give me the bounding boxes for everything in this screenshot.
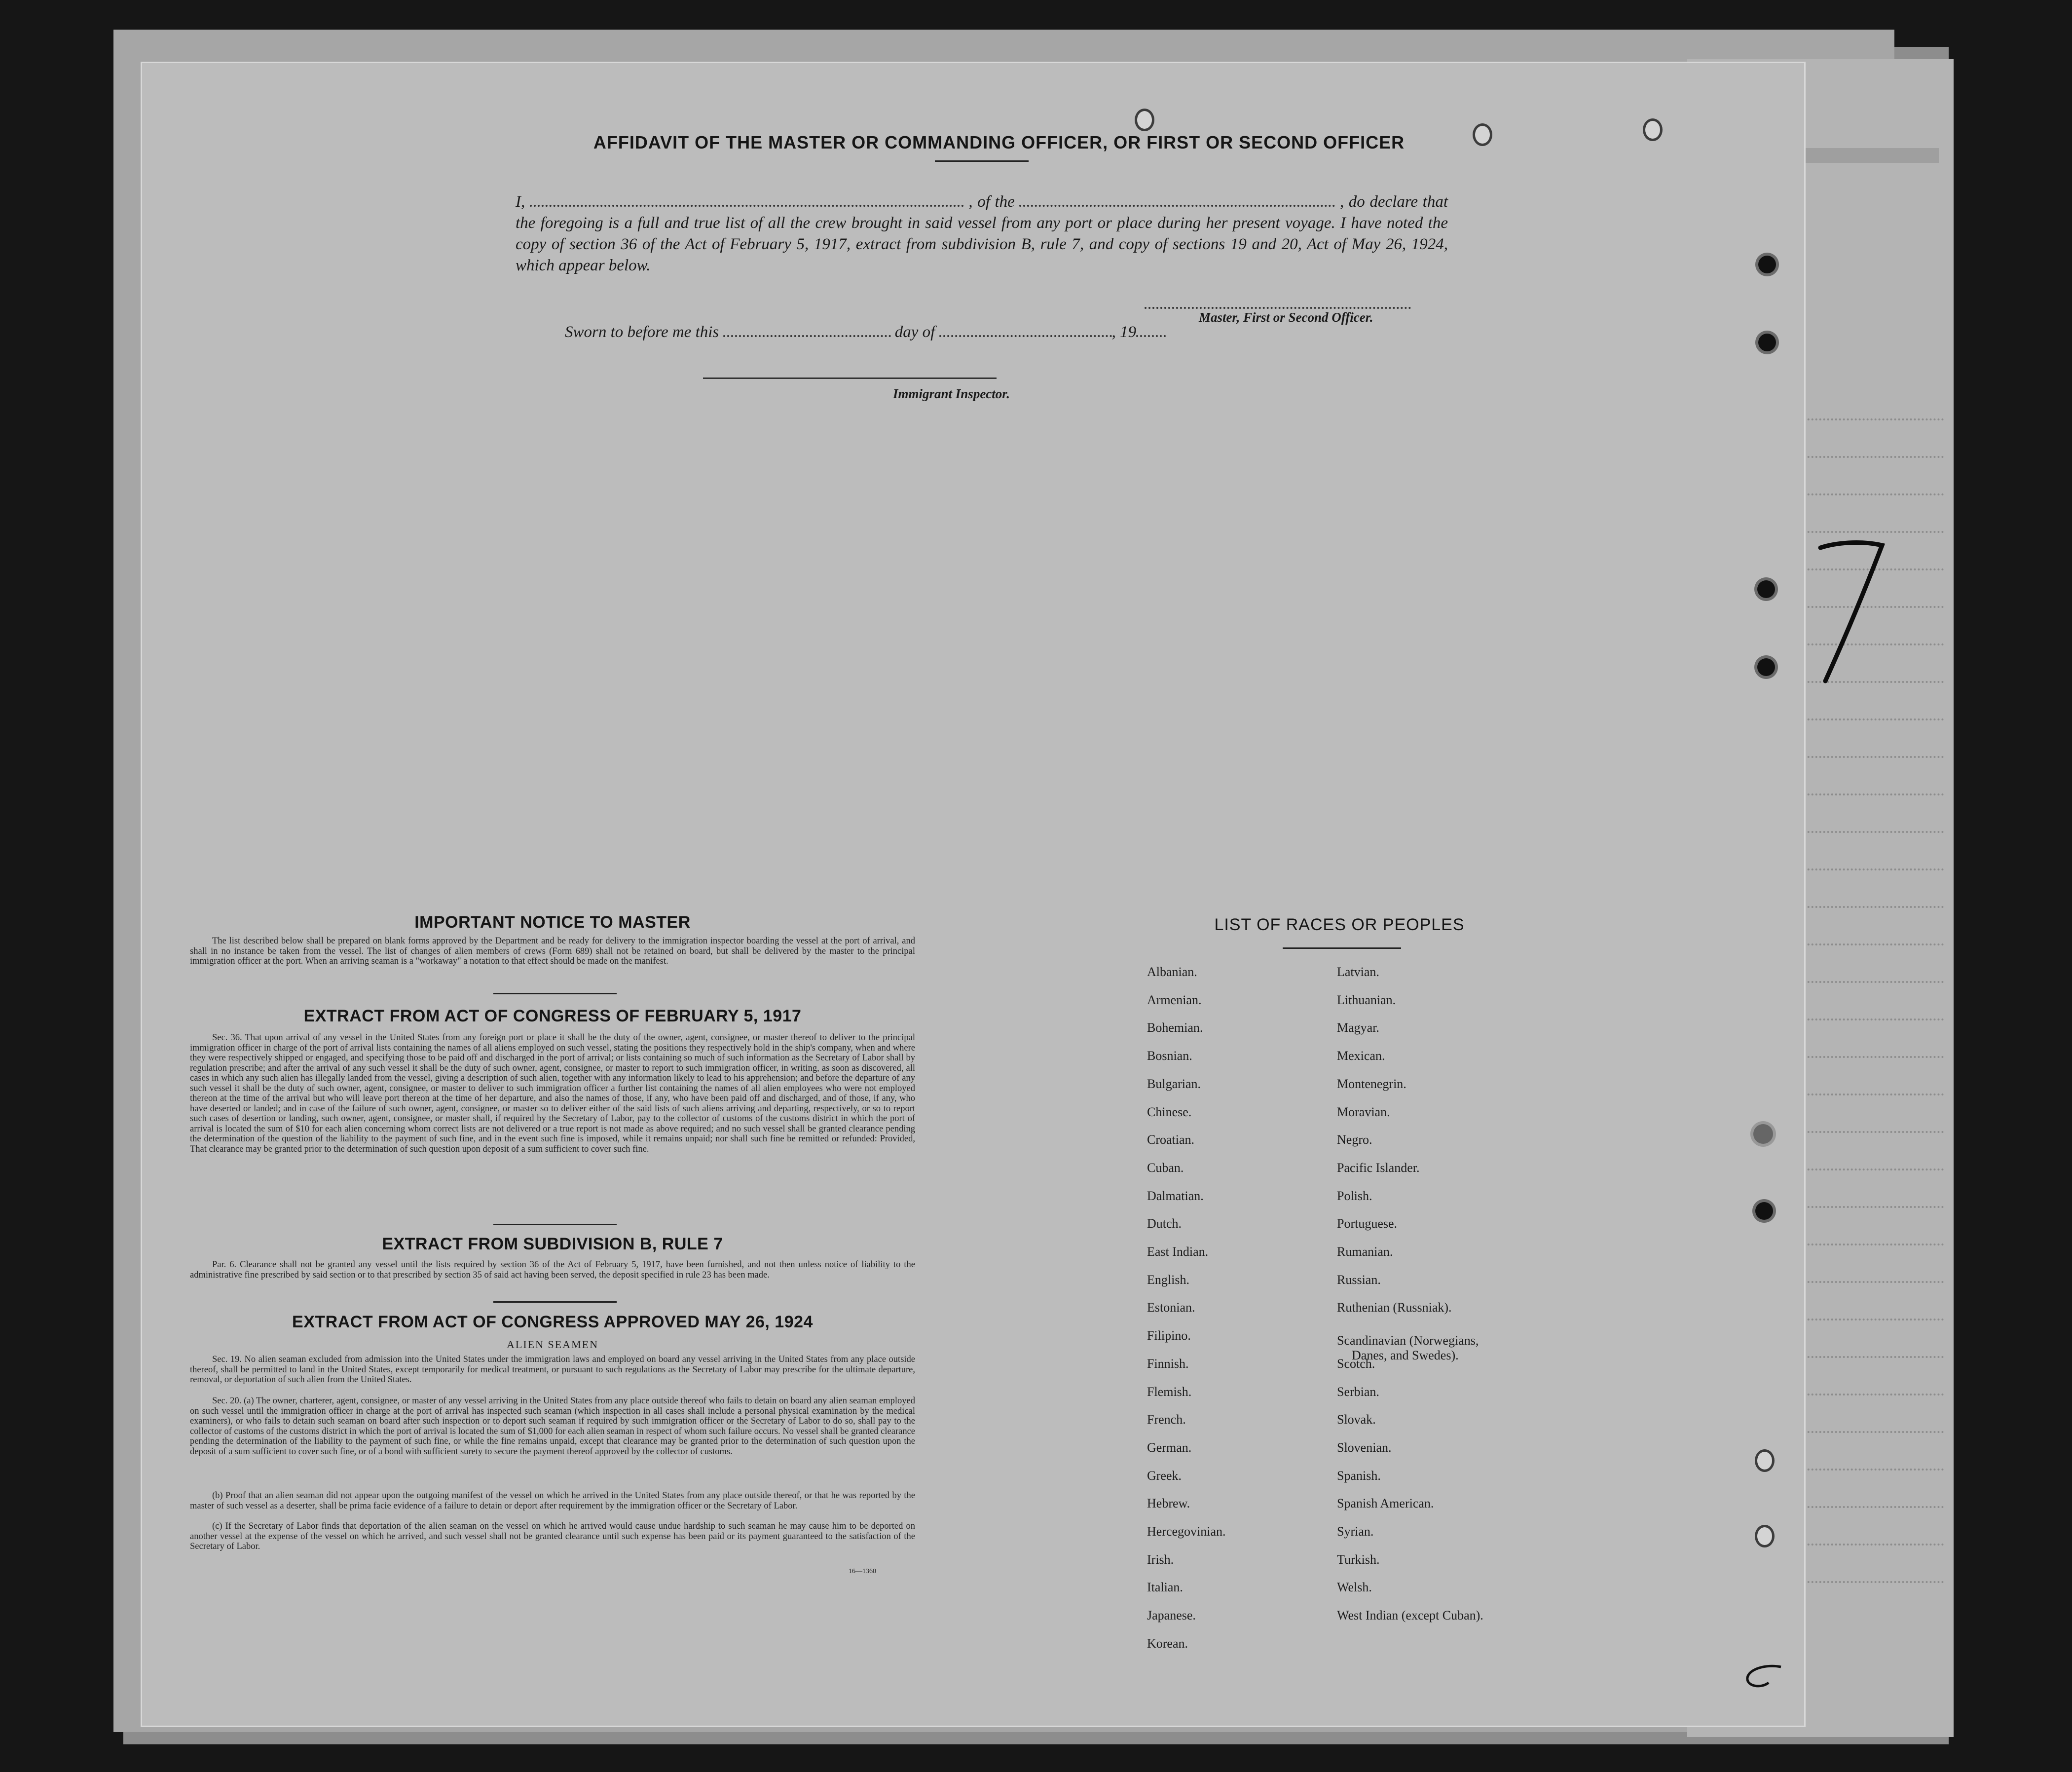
extract-1917-text: Sec. 36. That upon arrival of any vessel in the United States from any foreign port or place it shall be the duty of the owner, agent, consignee, or master thereof to deliver to the principal immigration officer in charge of the port of arrival lists containing the names of all aliens employed on such vessel, stating the positions they respectively hold in the ship's company, when and where they were respectively shipped or engaged, and specifying those to be paid off and discharged in the port of arrival; or lists containing so much of such information as the Secretary of Labor shall by regulation prescribe; and after the arrival of any such vessel it shall be the duty of such owner, agent, consignee, or master to report to such immigration officer, in writing, as soon as discovered, all cases in which any such alien has illegally landed from the vessel, giving a description of such alien, together with any information likely to lead to his apprehension; and before the departure of any such vessel it shall be the duty of such owner, agent, consignee, or master to deliver to such immigration officer a further list containing the names of all alien employees who were not employed thereon at the time of the arrival but who will leave port thereon at the time of her departure, and also the names of those, if any, who have been paid off and discharged, and of those, if any, who have deserted or landed; and in case of the failure of such owner, agent, consignee, or master so to deliver either of the said lists of such aliens arriving and departing, respectively, or so to report such cases of desertion or landing, such owner, agent, consignee, or master shall, if required by the Secretary of Labor, pay to the collector of customs of the customs district in which the port of arrival is located the sum of $10 for each alien concerning whom correct lists are not delivered or a true report is not made as above required; and no such vessel shall be granted clearance pending the determination of the question of the liability to the payment of such fine, and in the event such fine is imposed, while it remains unpaid; nor shall such fine be remitted or refunded: Provided, That clearance may be granted prior to the determination of such question upon deposit of a sum sufficient to cover such fine. bbox=[190, 1033, 915, 1154]
race-item: Rumanian. bbox=[1337, 1244, 1393, 1259]
race-item: Slovak. bbox=[1337, 1412, 1376, 1427]
extract-1917-title: EXTRACT FROM ACT OF CONGRESS OF FEBRUARY 5, 1917 bbox=[303, 1007, 802, 1025]
of-the-label: , of the bbox=[968, 193, 1015, 211]
year-prefix: , 19 bbox=[1111, 323, 1137, 341]
race-item: Finnish. bbox=[1147, 1356, 1189, 1371]
race-item: Italian. bbox=[1147, 1580, 1183, 1595]
punch-hole-icon bbox=[1755, 1449, 1775, 1472]
race-item: Portuguese. bbox=[1337, 1216, 1398, 1231]
handwritten-corner-mark-icon bbox=[1741, 1663, 1786, 1693]
handwritten-mark-icon bbox=[1815, 538, 1894, 686]
punch-hole-icon bbox=[1758, 256, 1776, 273]
inspector-label: Immigrant Inspector. bbox=[893, 386, 1010, 401]
race-item: Estonian. bbox=[1147, 1300, 1195, 1315]
punch-hole-icon bbox=[1135, 109, 1154, 131]
race-item: Magyar. bbox=[1337, 1020, 1379, 1035]
sworn-line bbox=[565, 323, 1166, 341]
race-item: Spanish American. bbox=[1337, 1496, 1434, 1511]
year-blank-field[interactable] bbox=[1136, 325, 1166, 337]
race-item: Negro. bbox=[1337, 1132, 1372, 1147]
sec20a-text: Sec. 20. (a) The owner, charterer, agent, consignee, or master of any vessel arriving in the United States from any place outside thereof who fails to detain on board any alien seaman employed on such vessel until the immigration officer in charge at the port of arrival has inspected such seaman (which inspection in all cases shall include a personal physical examination by the medical examiners), or who fails to detain such seaman on board after such inspection or to deport such seaman if required by such immigration officer or the Secretary of Labor to do so, shall pay to the collector of customs of the customs district in which the port of arrival is located the sum of $1,000 for each alien seaman in respect of whom such failure occurs. No vessel shall be granted clearance pending the determination of the liability to the payment of such fine, or while the fine remains unpaid, except that clearance may be granted prior to the determination of such question upon the deposit of a sum sufficient to cover such fine, or of a bond with sufficient surety to secure the payment thereof approved by the collector of customs. bbox=[190, 1396, 915, 1457]
race-item: Japanese. bbox=[1147, 1608, 1196, 1623]
race-item: Bulgarian. bbox=[1147, 1076, 1201, 1091]
race-item: Korean. bbox=[1147, 1636, 1188, 1651]
races-divider bbox=[1283, 947, 1401, 949]
race-item: Lithuanian. bbox=[1337, 992, 1396, 1007]
section-divider bbox=[493, 1301, 617, 1303]
affidavit-title: AFFIDAVIT OF THE MASTER OR COMMANDING OFFICER, OR FIRST OR SECOND OFFICER bbox=[593, 132, 1405, 152]
month-blank-field[interactable] bbox=[939, 325, 1112, 337]
race-item: Scotch. bbox=[1337, 1356, 1375, 1371]
title-divider bbox=[935, 160, 1029, 162]
day-of-label: day of bbox=[894, 323, 935, 341]
race-item: Russian. bbox=[1337, 1272, 1381, 1287]
race-item: Dutch. bbox=[1147, 1216, 1182, 1231]
race-item: Cuban. bbox=[1147, 1160, 1184, 1175]
race-item: Moravian. bbox=[1337, 1104, 1390, 1119]
alien-seamen-subtitle: ALIEN SEAMEN bbox=[507, 1338, 598, 1351]
race-item: Montenegrin. bbox=[1337, 1076, 1406, 1091]
sec19-text: Sec. 19. No alien seaman excluded from admission into the United States under the immigration laws and employed on board any vessel arriving in the United States from any place outside thereof, shall be permitted to land in the United States, except temporarily for medical treatment, or pursuant to such regulations as the Secretary of Labor may prescribe for the ultimate departure, removal, or deportation of such alien from the United States. bbox=[190, 1355, 915, 1385]
race-item: Chinese. bbox=[1147, 1104, 1192, 1119]
vessel-blank-field[interactable] bbox=[1019, 195, 1335, 207]
extract-1924-title: EXTRACT FROM ACT OF CONGRESS APPROVED MAY 26, 1924 bbox=[292, 1313, 813, 1331]
affidavit-body bbox=[516, 191, 1448, 276]
race-item: Flemish. bbox=[1147, 1384, 1192, 1399]
race-item: Hercegovinian. bbox=[1147, 1524, 1226, 1539]
extract-rule7-text: Par. 6. Clearance shall not be granted any vessel until the lists required by section 36 of the Act of February 5, 1917, have been furnished, and not then unless notice of liability to the administrative fine prescribed by said section or to that prescribed by section 35 of said act having been served, the deposit specified in rule 23 has been made. bbox=[190, 1260, 915, 1280]
race-item: East Indian. bbox=[1147, 1244, 1209, 1259]
i-label: I, bbox=[516, 193, 525, 211]
do-declare-label: , do declare bbox=[1339, 193, 1418, 211]
race-item: Irish. bbox=[1147, 1552, 1174, 1567]
race-item: West Indian (except Cuban). bbox=[1337, 1608, 1483, 1623]
section-divider bbox=[493, 1224, 617, 1225]
signature-label: Master, First or Second Officer. bbox=[1199, 310, 1373, 325]
race-item: Filipino. bbox=[1147, 1328, 1191, 1343]
punch-hole-icon bbox=[1755, 1202, 1773, 1220]
punch-hole-icon bbox=[1758, 334, 1776, 351]
race-item: German. bbox=[1147, 1440, 1192, 1455]
race-item: Mexican. bbox=[1337, 1049, 1385, 1063]
sec20b-text: (b) Proof that an alien seaman did not appear upon the outgoing manifest of the vessel on which he arrived in the United States from any place outside thereof, or that he was reported by the master of such vessel as a deserter, shall be prima facie evidence of a failure to detain or deport after requirement by the immigration officer or the Secretary of Labor. bbox=[190, 1491, 915, 1511]
sec20c-text: (c) If the Secretary of Labor finds that deportation of the alien seaman on the vessel on which he arrived would cause undue hardship to such seaman he may cause him to be deported on another vessel at the expense of the vessel on which he arrived, and such vessel shall not be granted clearance until such expense has been paid or its payment guaranteed to the satisfaction of the Secretary of Labor. bbox=[190, 1521, 915, 1551]
document-sheet bbox=[141, 62, 1806, 1727]
race-item: English. bbox=[1147, 1272, 1189, 1287]
inspector-signature-line[interactable] bbox=[703, 377, 997, 379]
race-item: Dalmatian. bbox=[1147, 1188, 1204, 1203]
sworn-prefix: Sworn to before me this bbox=[565, 323, 719, 341]
punch-hole-icon bbox=[1757, 580, 1775, 598]
race-item: Danes, and Swedes). bbox=[1352, 1348, 1459, 1363]
race-item: Scandinavian (Norwegians, bbox=[1337, 1333, 1479, 1348]
section-divider bbox=[493, 993, 617, 994]
master-signature-line[interactable] bbox=[1145, 307, 1411, 309]
race-item: Albanian. bbox=[1147, 965, 1197, 979]
race-item: Bohemian. bbox=[1147, 1020, 1203, 1035]
punch-hole-icon bbox=[1757, 658, 1775, 676]
race-item: Latvian. bbox=[1337, 965, 1379, 979]
form-number: 16—1360 bbox=[849, 1568, 876, 1575]
race-item: Turkish. bbox=[1337, 1552, 1380, 1567]
race-item: Spanish. bbox=[1337, 1468, 1381, 1483]
race-item: Serbian. bbox=[1337, 1384, 1379, 1399]
punch-hole-icon bbox=[1755, 1525, 1775, 1547]
punch-hole-icon bbox=[1753, 1124, 1773, 1144]
race-item: Hebrew. bbox=[1147, 1496, 1190, 1511]
punch-hole-icon bbox=[1643, 118, 1663, 141]
race-item: French. bbox=[1147, 1412, 1186, 1427]
notice-text: The list described below shall be prepared on blank forms approved by the Department and be ready for delivery to the immigration inspector boarding the vessel at the port of arrival, and shall in no instance be taken from the vessel. The list of changes of alien members of crews (Form 689) shall not be retained on board, but shall be delivered by the master to the principal immigration officer at the port. When an arriving seaman is a "workaway" a notation to that effect should be made on the manifest. bbox=[190, 936, 915, 966]
day-blank-field[interactable] bbox=[723, 325, 891, 337]
notice-title: IMPORTANT NOTICE TO MASTER bbox=[414, 913, 691, 932]
race-item: Syrian. bbox=[1337, 1524, 1374, 1539]
race-item: Pacific Islander. bbox=[1337, 1160, 1420, 1175]
race-item: Greek. bbox=[1147, 1468, 1182, 1483]
race-item: Polish. bbox=[1337, 1188, 1372, 1203]
race-item: Armenian. bbox=[1147, 992, 1202, 1007]
race-item: Bosnian. bbox=[1147, 1049, 1192, 1063]
race-item: Slovenian. bbox=[1337, 1440, 1392, 1455]
name-blank-field[interactable] bbox=[530, 195, 964, 207]
extract-rule7-title: EXTRACT FROM SUBDIVISION B, RULE 7 bbox=[382, 1235, 723, 1253]
race-item: Ruthenian (Russniak). bbox=[1337, 1300, 1452, 1315]
affidavit-declaration-text: that the foregoing is a full and true list of all the crew brought in said vessel from any port or place during her present voyage. I have noted the copy of section 36 of the Act of February 5, 1917, extract from subdivision B, rule 7, and copy of sections 19 and 20, Act of May 26, 1924, which appear below. bbox=[516, 193, 1448, 274]
race-item: Croatian. bbox=[1147, 1132, 1195, 1147]
race-item: Welsh. bbox=[1337, 1580, 1372, 1595]
races-title: LIST OF RACES OR PEOPLES bbox=[1214, 915, 1465, 934]
